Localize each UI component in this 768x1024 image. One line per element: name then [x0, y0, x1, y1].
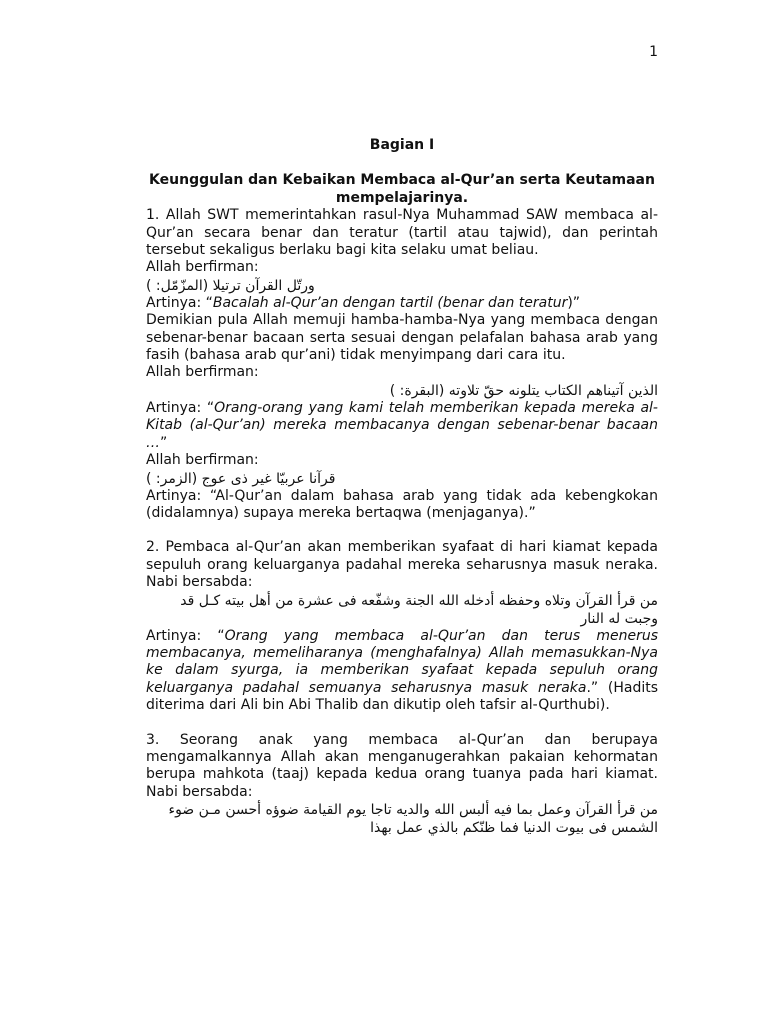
arabic-hadith-1: من قرأ القرآن وتلاه وحفظه أدخله الله الجنة وشفّعه فى عشرة من أهل بيته كـل قد وجبت له النار: [180, 592, 658, 627]
paragraph-gap: [146, 715, 658, 732]
section-title: Keunggulan dan Kebaikan Membaca al-Qur’an serta Keutamaan mempelajarinya.: [149, 172, 655, 206]
translation-3: Artinya: “Al-Qur’an dalam bahasa arab yang tidak ada kebengkokan (didalamnya) supaya mereka bertaqwa (menjaganya).”: [146, 487, 658, 521]
arabic-verse-1: ورتّل القرآن ترتيلا (المزّمّل: ): [146, 277, 315, 294]
paragraph-gap: [146, 522, 658, 539]
arabic-verse-3: قرآنا عربيّا غير ذى عوج (الزمر: ): [146, 470, 336, 487]
arabic-verse-2: الذين آتيناهم الكتاب يتلونه حقّ تلاوته (البقرة: ): [389, 382, 658, 399]
paragraph-3-intro: 3. Seorang anak yang membaca al-Qur’an dan berupaya mengamalkannya Allah akan menganugerahkan pakaian kehormatan berupa mahkota (taaj) kepada kedua orang tuanya pada hari kiamat. Nabi bersabda:: [146, 731, 658, 800]
translation-hadith-1: Artinya: “Orang yang membaca al-Qur’an dan terus menerus membacanya, memeliharanya (menghafalnya) Allah memasukkan-Nya ke dalam syurga, ia memberikan syafaat kepada sepuluh orang keluarganya padahal semuanya seharusnya masuk neraka.” (Hadits diterima dari Ali bin Abi Thalib dan dikutip oleh tafsir al-Qurthubi).: [146, 627, 658, 714]
allah-berfirman-2: Allah berfirman:: [146, 364, 259, 381]
paragraph-1-demikian: Demikian pula Allah memuji hamba-hamba-Nya yang membaca dengan sebenar-benar bacaan serta sesuai dengan pelafalan bahasa arab yang fasih (bahasa arab qur’ani) tidak menyimpang dari cara itu.: [146, 312, 658, 364]
arabic-hadith-2: من قرأ القرآن وعمل بما فيه ألبس الله والديه تاجا يوم القيامة ضوؤه أحسن مـن ضوء الشمس فى بيوت الدنيا فما ظنّكم بالذي عمل بهذا: [168, 802, 658, 837]
paragraph-1-intro: 1. Allah SWT memerintahkan rasul-Nya Muhammad SAW membaca al-Qur’an secara benar dan teratur (tartil atau tajwid), dan perintah tersebut sekaligus berlaku bagi kita selaku umat beliau.: [146, 207, 658, 259]
translation-2: Artinya: “Orang-orang yang kami telah memberikan kepada mereka al-Kitab (al-Qur’an) mereka membacanya dengan sebenar-benar bacaan …”: [146, 399, 658, 451]
document-body: [146, 137, 658, 837]
page-number: 1: [649, 44, 658, 60]
translation-1: Artinya: “Bacalah al-Qur’an dengan tartil (benar dan teratur)”: [146, 294, 581, 311]
chapter-title: Bagian I: [369, 137, 435, 153]
allah-berfirman-1: Allah berfirman:: [146, 259, 259, 276]
allah-berfirman-3: Allah berfirman:: [146, 452, 259, 469]
paragraph-2-intro: 2. Pembaca al-Qur’an akan memberikan syafaat di hari kiamat kepada sepuluh orang keluarganya padahal mereka seharusnya masuk neraka. Nabi bersabda:: [146, 539, 658, 591]
